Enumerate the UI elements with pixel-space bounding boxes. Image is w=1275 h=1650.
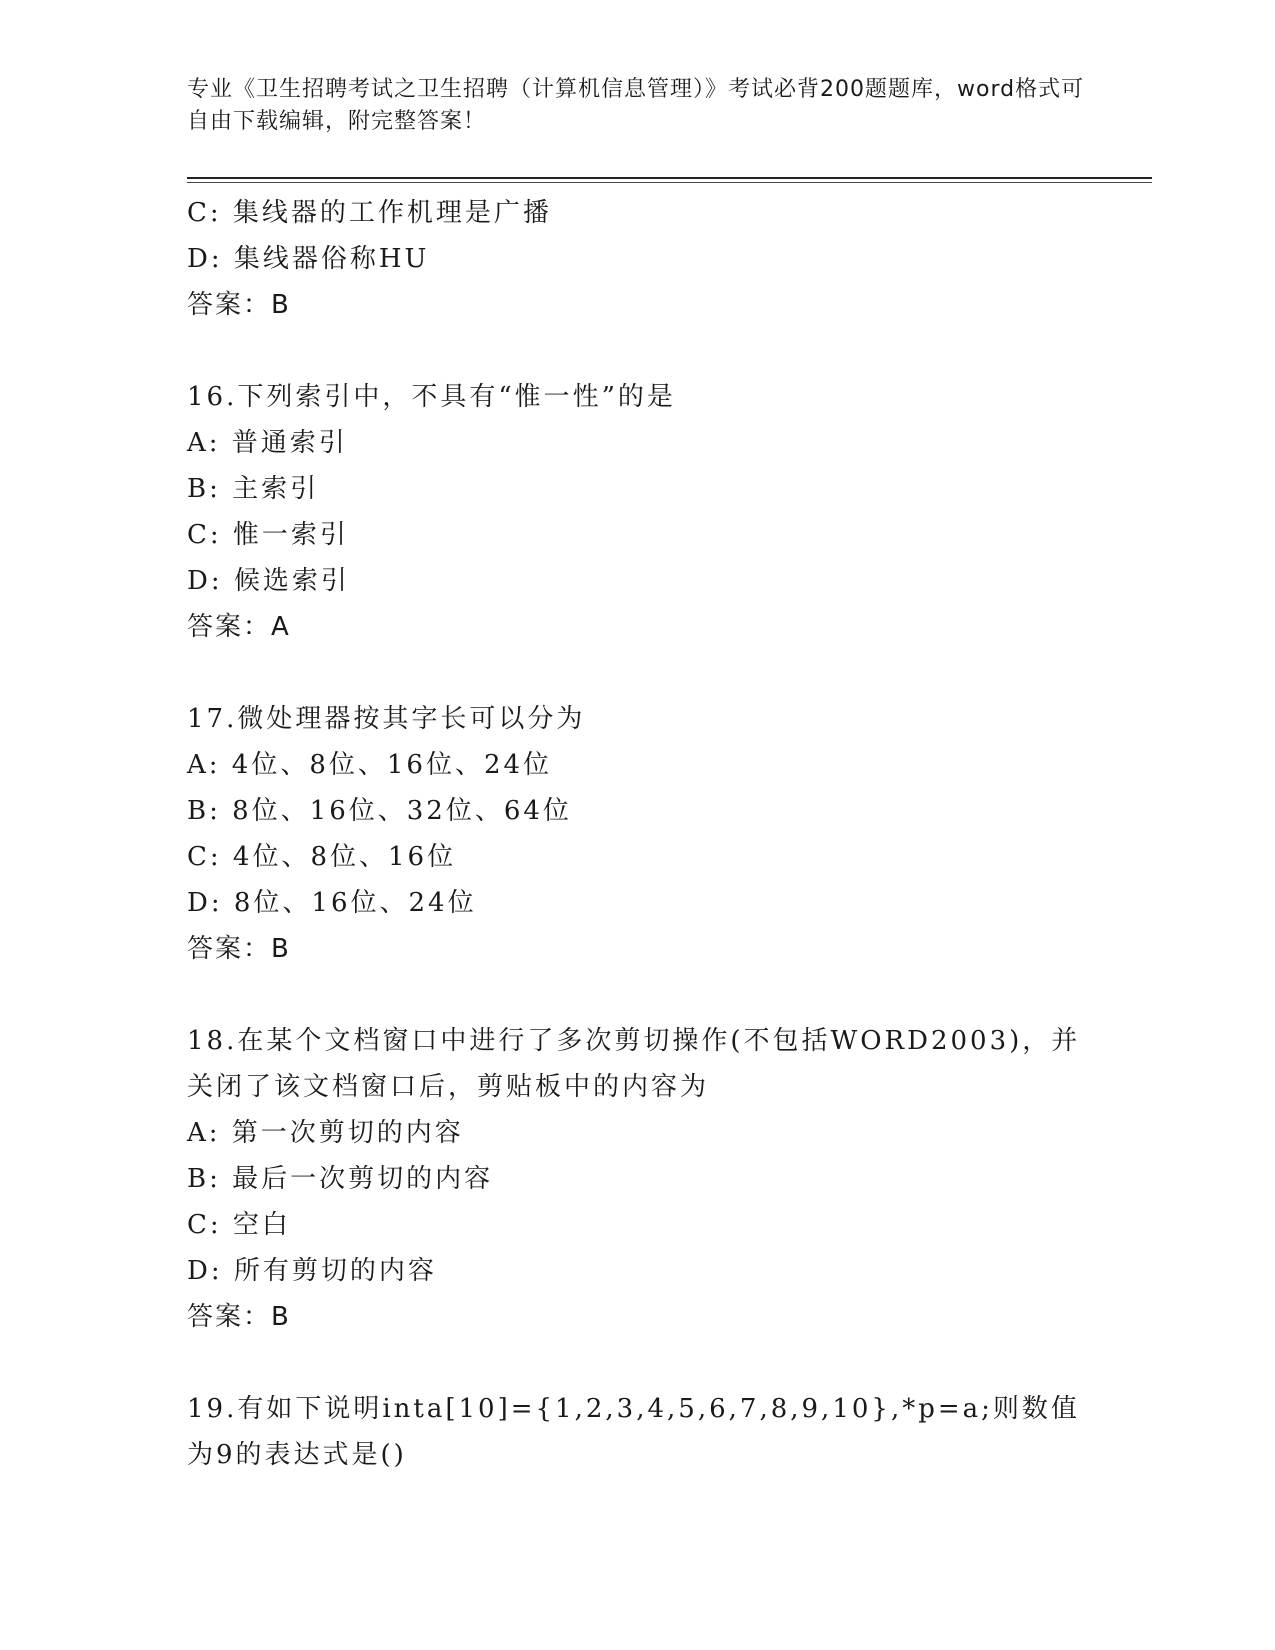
- header-divider-thick: [187, 177, 1152, 179]
- question-list: [187, 190, 1087, 1478]
- question-text: 18.在某个文档窗口中进行了多次剪切操作(不包括WORD2003)，并关闭了该文档窗口后，剪贴板中的内容为: [187, 1026, 1081, 1102]
- question-text: 16.下列索引中，不具有“惟一性”的是: [187, 382, 676, 412]
- option-d: D: 集线器俗称HU: [187, 244, 430, 274]
- option-b: B: 主索引: [187, 474, 320, 504]
- option-c: C: 惟一索引: [187, 520, 349, 550]
- question-19: [187, 1386, 1087, 1478]
- question-17: [187, 696, 1087, 972]
- answer-text: 答案：A: [187, 612, 291, 642]
- option-d: D: 8位、16位、24位: [187, 888, 477, 918]
- answer-text: 答案：B: [187, 290, 291, 320]
- header-divider-thin: [187, 182, 1152, 183]
- question-18: [187, 1018, 1087, 1340]
- option-a: A: 普通索引: [187, 428, 348, 458]
- option-d: D: 候选索引: [187, 566, 350, 596]
- option-a: A: 4位、8位、16位、24位: [187, 750, 553, 780]
- question-fragment-15: [187, 190, 1087, 328]
- option-b: B: 8位、16位、32位、64位: [187, 796, 572, 826]
- option-a: A: 第一次剪切的内容: [187, 1118, 464, 1148]
- option-c: C: 集线器的工作机理是广播: [187, 198, 552, 228]
- answer-text: 答案：B: [187, 1302, 291, 1332]
- question-text: 19.有如下说明inta[10]={1,2,3,4,5,6,7,8,9,10},*p=a;则数值为9的表达式是(): [187, 1394, 1080, 1470]
- question-text: 17.微处理器按其字长可以分为: [187, 704, 586, 734]
- document-header: 专业《卫生招聘考试之卫生招聘（计算机信息管理）》考试必背200题题库，word格式可自由下载编辑，附完整答案！: [187, 77, 1085, 134]
- question-16: [187, 374, 1087, 650]
- option-c: C: 4位、8位、16位: [187, 842, 457, 872]
- option-b: B: 最后一次剪切的内容: [187, 1164, 494, 1194]
- option-d: D: 所有剪切的内容: [187, 1256, 437, 1286]
- option-c: C: 空白: [187, 1210, 291, 1240]
- answer-text: 答案：B: [187, 934, 291, 964]
